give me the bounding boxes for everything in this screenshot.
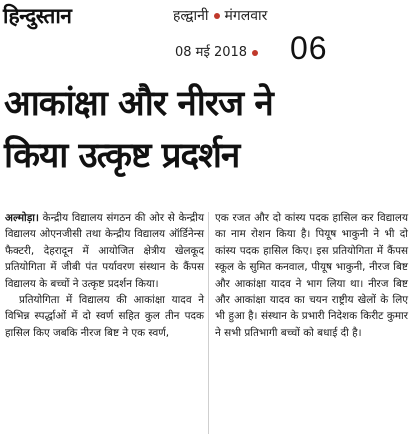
masthead — [0, 0, 411, 72]
edition-date-row — [175, 42, 263, 60]
article-dateline: अल्मोड़ा। — [5, 212, 39, 224]
page-number: 06 — [290, 30, 328, 66]
edition-info — [173, 6, 267, 25]
separator-dot-icon — [214, 13, 220, 19]
article-paragraph — [5, 210, 204, 292]
headline-line-2: किया उत्कृष्ट प्रदर्शन — [4, 136, 240, 176]
article-column-right — [215, 210, 408, 341]
edition-city: हल्द्वानी — [173, 8, 209, 24]
article-headline — [4, 78, 409, 182]
article-paragraph-3: एक रजत और दो कांस्य पदक हासिल कर विद्यालय का नाम रोशन किया है। पियूष भाकुनी ने भी दो कांस्य पदक हासिल किए। इस प्रतियोगिता में कैंपस स्कूल के सुमित कनवाल, पीयूष भाकुनी, नीरज बिष्ट और आकांक्षा यादव ने भाग लिया था। नीरज बिष्ट और आकांक्षा यादव का चयन राष्ट्रीय खेलों के लिए भी हुआ है। संस्थान के प्रभारी निदेशक किरीट कुमार ने सभी प्रतिभागी बच्चों को बधाई दी है। — [215, 212, 408, 339]
article-paragraph-2: प्रतियोगिता में विद्यालय की आकांक्षा यादव ने विभिन्न स्पर्द्धाओं में दो स्वर्ण सहित कुल तीन पदक हासिल किए जबकि नीरज बिष्ट ने एक स्वर्ण, — [5, 294, 204, 339]
edition-day: मंगलवार — [224, 8, 268, 24]
article-column-left — [5, 210, 204, 341]
column-divider — [208, 212, 209, 434]
headline-line-1: आकांक्षा और नीरज ने — [4, 84, 273, 124]
separator-dot-icon — [252, 50, 258, 56]
article-paragraph-1-text: केन्द्रीय विद्यालय संगठन की ओर से केन्द्रीय विद्यालय ओएनजीसी तथा केन्द्रीय विद्यालय ऑर्डिनेन्स फैक्टरी, देहरादून में आयोजित क्षेत्रीय खेलकूद प्रतियोगिता में जीबी पंत पर्यावरण संस्थान के कैंपस विद्यालय के बच्चों ने उत्कृष्ट प्रदर्शन किया। — [5, 212, 204, 290]
newspaper-brand: हिन्दुस्तान — [3, 4, 72, 28]
edition-date: 08 मई 2018 — [175, 45, 248, 60]
